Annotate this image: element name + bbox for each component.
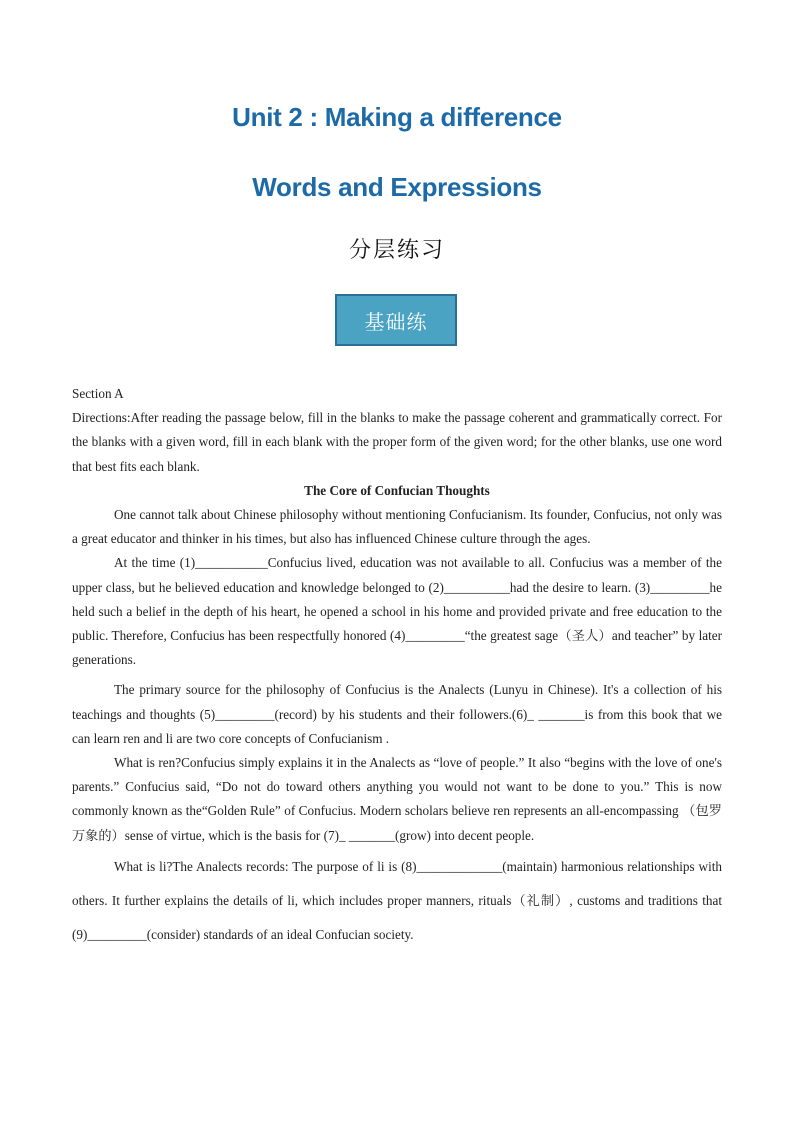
directions-text: Directions:After reading the passage below, fill in the blanks to make the passage coherent and grammatically correct. For the blanks with a given word, fill in each blank with the proper form of the given word; for the other blanks, use one word that best fits each blank. (72, 410, 722, 474)
paragraph-3: The primary source for the philosophy of Confucius is the Analects (Lunyu in Chinese). It's a collection of his teachings and thoughts (5)_________(record) by his students and their followers.(6)_ _______is from this book that we can learn ren and li are two core concepts of Confucianism . (72, 682, 722, 746)
unit-title: Unit 2 : Making a difference (232, 102, 562, 132)
level-badge: 基础练 (335, 294, 457, 346)
subtitle: 分层练习 (348, 238, 445, 263)
passage-title: The Core of Confucian Thoughts (304, 482, 490, 498)
paragraph-2: At the time (1)___________Confucius lived, education was not available to all. Confucius was a member of the upper class, but he believed education and knowledge belonged to (2)__________had the desire to learn. (3)_________he held such a belief in the depth of his heart, he opened a school in his home and provided private and free education to the public. Therefore, Confucius has been respectfully honored (4)_________“the greatest sage（圣人）and teacher” by later generations. (72, 555, 722, 668)
paragraph-4: What is ren?Confucius simply explains it in the Analects as “love of people.” It also “begins with the love of one's parents.” Confucius said, “Do not do toward others anything you would not want to be done to you.” This is now commonly known as the“Golden Rule” of Confucius. Modern scholars believe ren represents an all-encompassing （包罗万象的）sense of virtue, which is the basis for (7)_ _______(grow) into decent people. (72, 755, 722, 843)
paragraph-1: One cannot talk about Chinese philosophy without mentioning Confucianism. Its founder, Confucius, not only was a great educator and thinker in his times, but also has influenced Chinese culture through the ages. (72, 507, 722, 547)
section-label: Section A (72, 386, 124, 401)
exercise-body (72, 382, 722, 952)
paragraph-5: What is li?The Analects records: The purpose of li is (8)_____________(maintain) harmonious relationships with others. It further explains the details of li, which includes proper manners, rituals（礼制）, customs and traditions that (9)_________(consider) standards of an ideal Confucian society. (72, 858, 722, 942)
section-title: Words and Expressions (252, 172, 542, 202)
